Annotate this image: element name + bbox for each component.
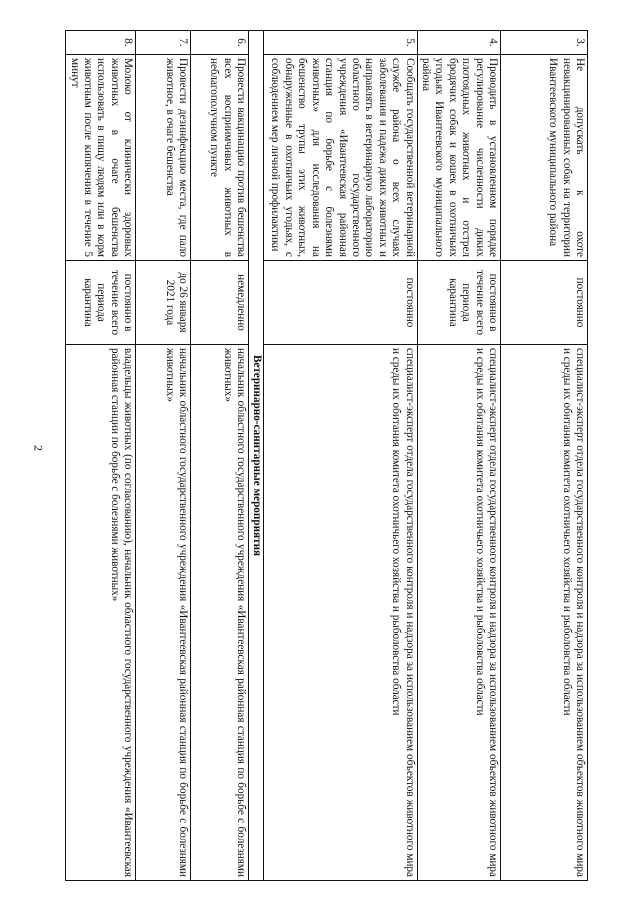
- action-text: Провести вакцинацию против бешенства всех восприимчивых животных в неблагополучном пункте: [191, 55, 249, 261]
- table-row: [263, 31, 417, 881]
- row-number: 7.: [136, 31, 191, 55]
- responsible-text: специалист-эксперт отдела государственного контроля и надзора за использованием объектов животного мира и среды их обитания комитета охотничьего хозяйства и рыболовства области: [263, 345, 417, 881]
- measures-table: [65, 30, 588, 881]
- table-row: [501, 31, 588, 881]
- responsible-text: владельцы животных (по согласованию), начальник областного государственного учреждения «Ивантеевская районная станции по борьбе с болезнями животных»: [66, 345, 136, 881]
- table-row: [66, 31, 136, 881]
- term-text: постоянно в течение всего периода карантина: [66, 261, 136, 345]
- responsible-text: специалист-эксперт отдела государственного контроля и надзора за использованием объектов животного мира и среды их обитания комитета охотничьего хозяйства и рыболовства области: [417, 345, 500, 881]
- row-number: 8.: [66, 31, 136, 55]
- table-row: [136, 31, 191, 881]
- action-text: Молоко от клинически здоровых животных в очаге бешенства использовать в пищу людям или в корм животным после кипячения в течение 5 минут: [66, 55, 136, 261]
- table-row: [417, 31, 500, 881]
- term-text: немедленно: [191, 261, 249, 345]
- term-text: постоянно: [501, 261, 588, 345]
- action-text: Не допускать к охоте невакцинированных собак на территории Ивантеевского муниципального района: [501, 55, 588, 261]
- action-text: Провести дезинфекцию места, где пало животное, в очаге бешенства: [136, 55, 191, 261]
- responsible-text: начальник областного государственного учреждения «Ивантеевская районная станция по борьбе с болезнями животных»: [136, 345, 191, 881]
- action-text: Сообщать государственной ветеринарной службе района о всех случаях заболевания и падежа диких животных и направлять в ветеринарную лабораторию областного государственного учреждения «Ивантеевская районная станция по борьбе с болезнями животных» для исследования на бешенство трупы этих животных, обнаруженные в охотничьих угодьях, с соблюдением мер личной профилактики: [263, 55, 417, 261]
- row-number: 5.: [263, 31, 417, 55]
- term-text: постоянно в течение всего периода карантина: [417, 261, 500, 345]
- section-row: [249, 31, 263, 881]
- term-text: до 26 января 2021 года: [136, 261, 191, 345]
- page-number: 2: [31, 445, 46, 451]
- rotated-page: [68, 30, 588, 880]
- responsible-text: специалист-эксперт отдела государственного контроля и надзора за использованием объектов животного мира и среды их обитания комитета охотничьего хозяйства и рыболовства области: [501, 345, 588, 881]
- term-text: постоянно: [263, 261, 417, 345]
- row-number: 3.: [501, 31, 588, 55]
- row-number: 6.: [191, 31, 249, 55]
- row-number: 4.: [417, 31, 500, 55]
- section-title: Ветеринарно-санитарные мероприятия: [249, 31, 263, 881]
- responsible-text: начальник областного государственного учреждения «Ивантеевская районная станция по борьбе с болезнями животных»: [191, 345, 249, 881]
- table-row: [191, 31, 249, 881]
- action-text: Проводить в установленном порядке регулирование численности диких плотоядных животных и отстрел бродячих собак и кошек в охотничьих угодьях Ивантеевского муниципального района: [417, 55, 500, 261]
